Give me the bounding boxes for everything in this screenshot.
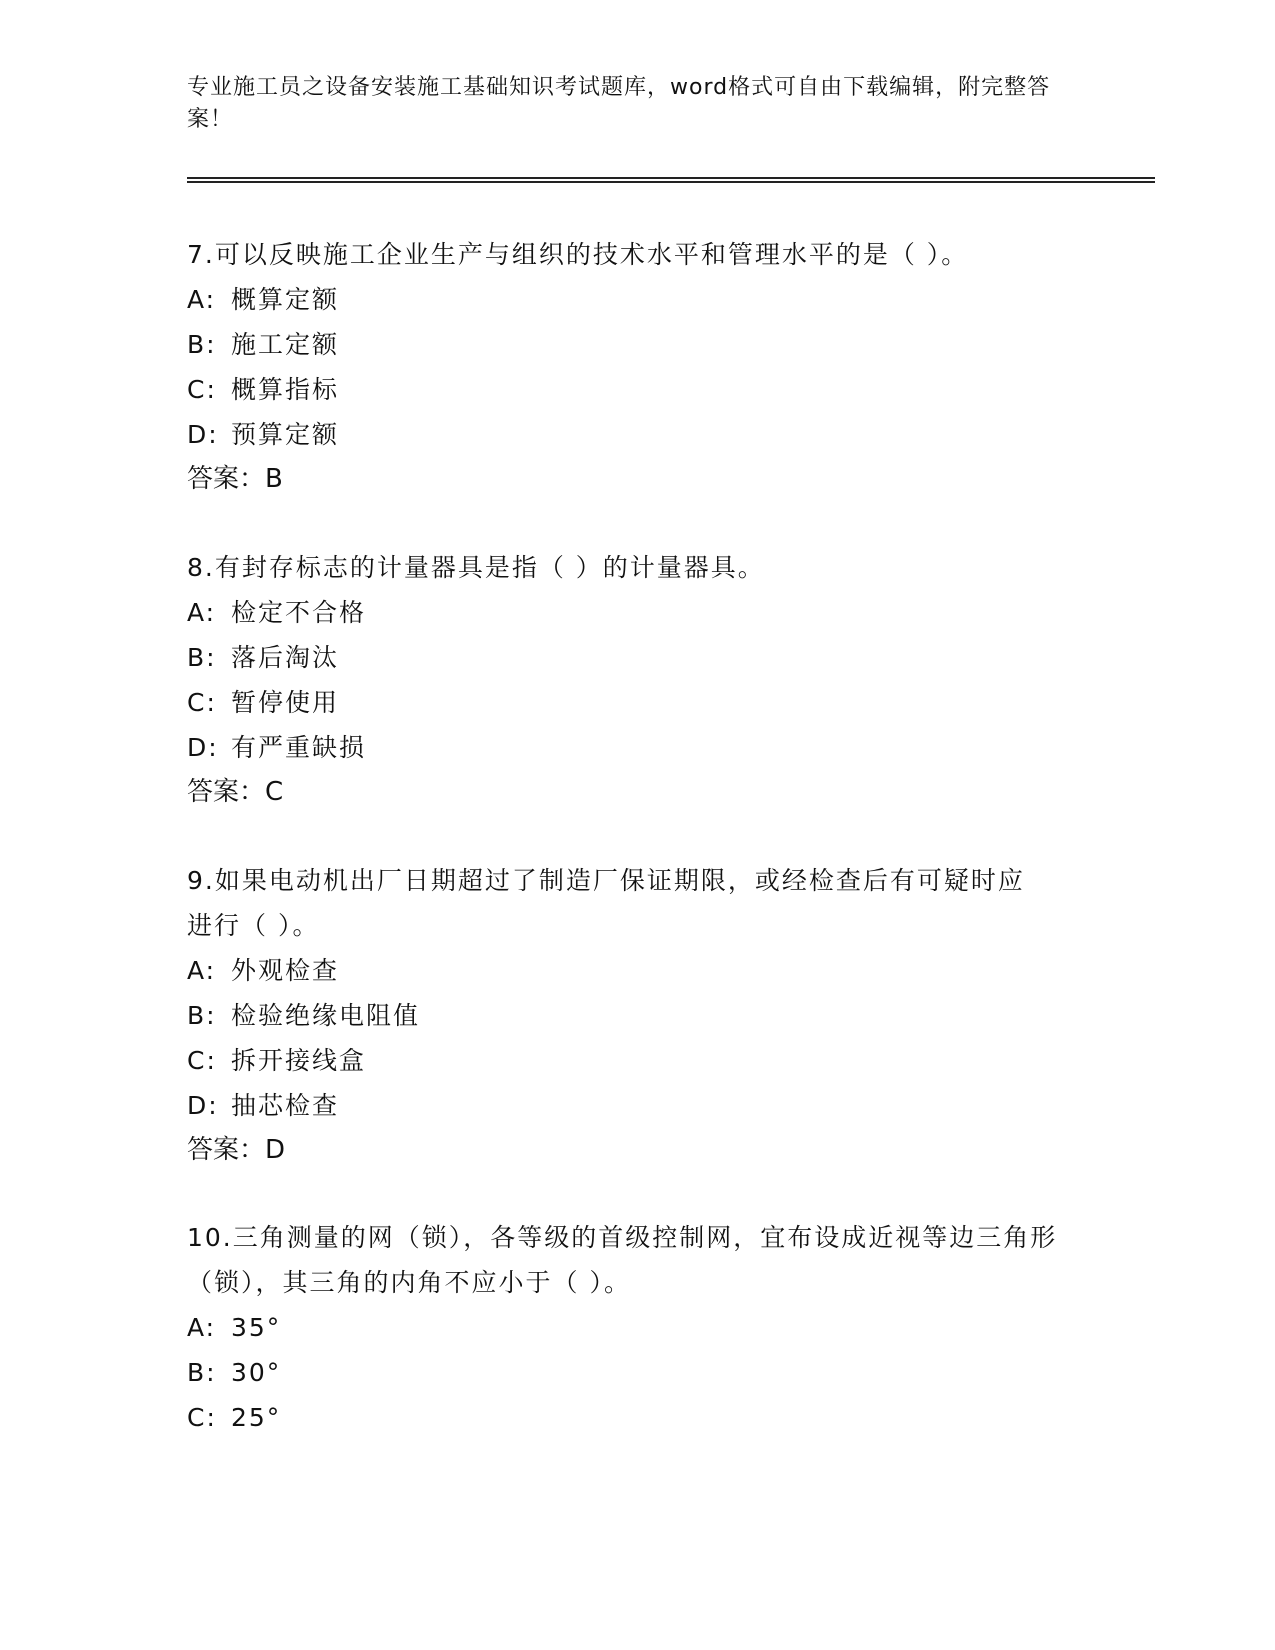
option-text: 25° xyxy=(231,1403,282,1432)
option-letter: B: xyxy=(187,330,217,359)
question-9 xyxy=(187,858,1047,1173)
option-text: 施工定额 xyxy=(231,330,340,359)
option-letter: A: xyxy=(187,956,217,985)
question-stem: 7.可以反映施工企业生产与组织的技术水平和管理水平的是（ ）。 xyxy=(187,240,969,269)
option-letter: C: xyxy=(187,375,217,404)
option-text: 概算定额 xyxy=(231,285,340,314)
option-d xyxy=(187,725,1087,770)
option-c xyxy=(187,1395,1067,1440)
option-text: 暂停使用 xyxy=(231,688,340,717)
question-stem: 10.三角测量的网（锁），各等级的首级控制网，宜布设成近视等边三角形（锁），其三角的内角不应小于（ ）。 xyxy=(187,1223,1058,1297)
option-b xyxy=(187,635,1087,680)
question-stem: 8.有封存标志的计量器具是指（ ）的计量器具。 xyxy=(187,553,765,582)
option-letter: C: xyxy=(187,1046,217,1075)
option-text: 有严重缺损 xyxy=(231,733,367,762)
answer-line: 答案：D xyxy=(187,1135,286,1165)
question-stem: 9.如果电动机出厂日期超过了制造厂保证期限，或经检查后有可疑时应进行（ ）。 xyxy=(187,866,1025,940)
option-text: 落后淘汰 xyxy=(231,643,340,672)
option-letter: B: xyxy=(187,1001,217,1030)
option-c xyxy=(187,680,1087,725)
document-header: 专业施工员之设备安装施工基础知识考试题库，word格式可自由下载编辑，附完整答案！ xyxy=(187,75,1051,132)
option-a xyxy=(187,277,1087,322)
option-letter: A: xyxy=(187,598,217,627)
option-letter: B: xyxy=(187,643,217,672)
option-letter: D: xyxy=(187,733,219,762)
question-8 xyxy=(187,545,1087,815)
option-text: 检验绝缘电阻值 xyxy=(231,1001,421,1030)
question-10 xyxy=(187,1215,1067,1440)
option-c xyxy=(187,1038,1047,1083)
option-text: 35° xyxy=(231,1313,282,1342)
option-a xyxy=(187,590,1087,635)
option-letter: D: xyxy=(187,420,219,449)
option-letter: A: xyxy=(187,285,217,314)
option-letter: C: xyxy=(187,1403,217,1432)
option-d xyxy=(187,1083,1047,1128)
option-b xyxy=(187,1350,1067,1395)
option-letter: C: xyxy=(187,688,217,717)
header-double-rule xyxy=(187,177,1155,183)
option-text: 拆开接线盒 xyxy=(231,1046,367,1075)
option-text: 概算指标 xyxy=(231,375,340,404)
option-letter: A: xyxy=(187,1313,217,1342)
option-b xyxy=(187,993,1047,1038)
answer-line: 答案：B xyxy=(187,464,283,494)
option-text: 检定不合格 xyxy=(231,598,367,627)
answer-line: 答案：C xyxy=(187,777,284,807)
option-a xyxy=(187,1305,1067,1350)
option-letter: D: xyxy=(187,1091,219,1120)
option-b xyxy=(187,322,1087,367)
option-text: 30° xyxy=(231,1358,282,1387)
option-text: 外观检查 xyxy=(231,956,340,985)
option-letter: B: xyxy=(187,1358,217,1387)
option-a xyxy=(187,948,1047,993)
question-7 xyxy=(187,232,1087,502)
option-d xyxy=(187,412,1087,457)
option-text: 抽芯检查 xyxy=(231,1091,340,1120)
option-text: 预算定额 xyxy=(231,420,340,449)
option-c xyxy=(187,367,1087,412)
